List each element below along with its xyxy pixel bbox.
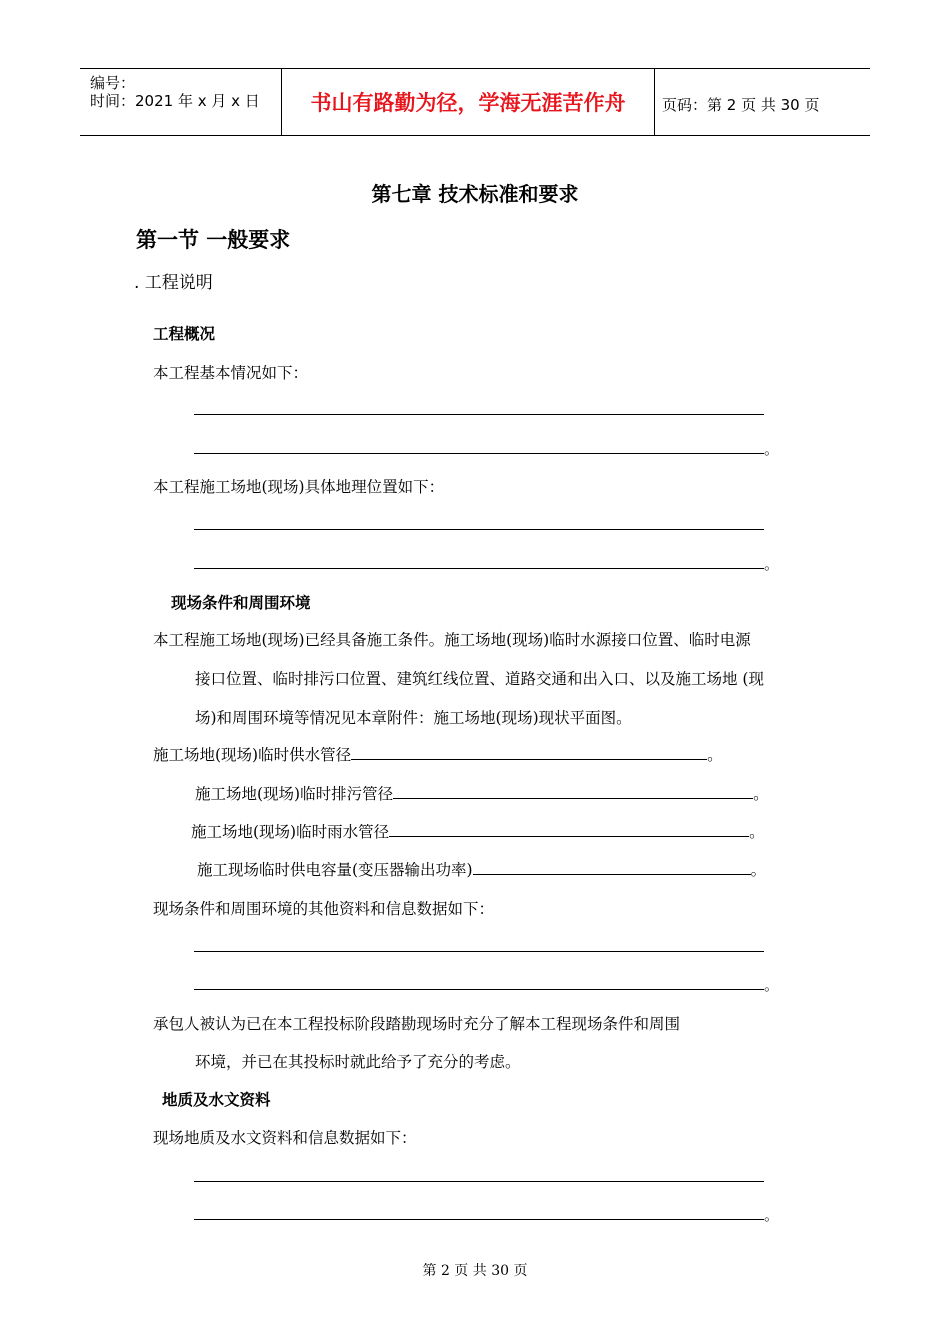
blank-line	[194, 529, 764, 530]
contractor-line-2: 环境，并已在其投标时就此给予了充分的考虑。	[195, 1053, 521, 1071]
subsection-title: . 工程说明	[134, 273, 213, 293]
overview-location: 本工程施工场地(现场)具体地理位置如下：	[153, 478, 445, 496]
header-number-label: 编号：	[90, 74, 136, 92]
page-footer: 第 2 页 共 30 页	[422, 1263, 528, 1279]
power-line	[197, 858, 766, 880]
blank-line	[194, 989, 764, 990]
header-divider-right	[654, 68, 655, 136]
overview-intro: 本工程基本情况如下：	[153, 364, 309, 382]
rain-label: 施工场地(现场)临时雨水管径	[191, 823, 390, 841]
site-other-info: 现场条件和周围环境的其他资料和信息数据如下：	[153, 900, 495, 918]
blank-line	[194, 568, 764, 569]
section-title: 第一节 一般要求	[136, 228, 291, 252]
sewage-line	[195, 782, 769, 804]
header-meta	[90, 74, 260, 110]
period-mark: 。	[749, 823, 765, 841]
site-paragraph-line-3: 场)和周围环境等情况见本章附件：施工场地(现场)现状平面图。	[195, 709, 632, 727]
water-supply-line	[153, 743, 723, 765]
sewage-label: 施工场地(现场)临时排污管径	[195, 785, 394, 803]
sewage-blank	[393, 783, 753, 799]
blank-line	[194, 414, 764, 415]
header-motto: 书山有路勤为径，学海无涯苦作舟	[310, 91, 626, 115]
header-page-info: 页码：第 2 页 共 30 页	[662, 96, 820, 114]
site-paragraph-line-2: 接口位置、临时排污口位置、建筑红线位置、道路交通和出入口、以及施工场地 (现	[195, 670, 764, 688]
site-paragraph-line-1: 本工程施工场地(现场)已经具备施工条件。施工场地(现场)临时水源接口位置、临时电源	[153, 631, 751, 649]
period-mark: 。	[707, 746, 723, 764]
rain-blank	[389, 821, 749, 837]
blank-line	[194, 951, 764, 952]
header-date-label: 时间：2021 年 x 月 x 日	[90, 92, 260, 110]
geology-heading: 地质及水文资料	[162, 1091, 271, 1109]
period-mark: 。	[753, 785, 769, 803]
geology-intro: 现场地质及水文资料和信息数据如下：	[153, 1129, 417, 1147]
power-blank	[473, 859, 751, 875]
blank-line	[194, 1181, 764, 1182]
contractor-line-1: 承包人被认为已在本工程投标阶段踏勘现场时充分了解本工程现场条件和周围	[153, 1015, 681, 1033]
period-mark: 。	[764, 1206, 780, 1224]
chapter-title: 第七章 技术标准和要求	[371, 182, 579, 206]
period-mark: 。	[750, 861, 767, 879]
site-heading: 现场条件和周围环境	[171, 594, 311, 612]
water-supply-label: 施工场地(现场)临时供水管径	[153, 746, 352, 764]
overview-heading: 工程概况	[153, 325, 216, 343]
period-mark: 。	[764, 440, 780, 458]
blank-line	[194, 1219, 764, 1220]
period-mark: 。	[764, 555, 780, 573]
water-supply-blank	[351, 744, 707, 760]
power-label: 施工现场临时供电容量(变压器输出功率)	[197, 861, 473, 879]
period-mark: 。	[764, 976, 780, 994]
blank-line	[194, 453, 764, 454]
rain-line	[191, 820, 765, 842]
